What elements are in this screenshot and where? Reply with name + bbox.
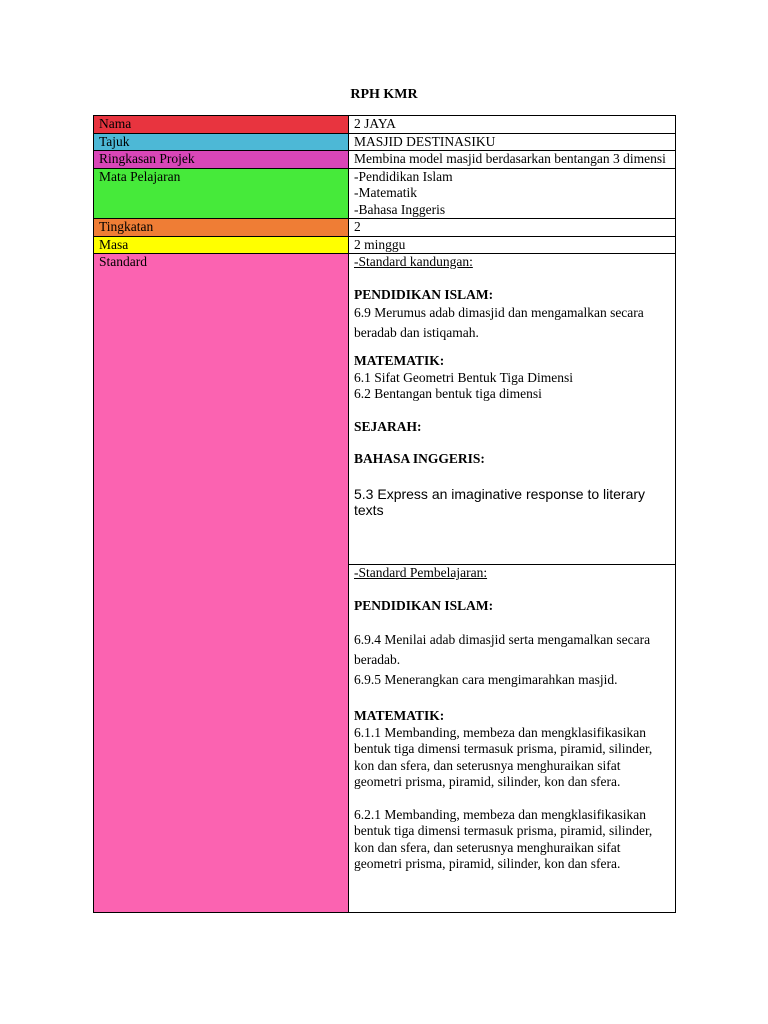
subject-item: -Matematik <box>354 185 417 200</box>
standard-pembelajaran-cell <box>349 565 676 913</box>
value-nama: 2 JAYA <box>349 116 676 134</box>
page-title: RPH KMR <box>350 87 418 102</box>
pembelajaran-pi-item: 6.9.5 Menerangkan cara mengimarahkan masjid. <box>354 672 618 687</box>
kandungan-pi-text: 6.9 Merumus adab dimasjid dan mengamalkan secara beradab dan istiqamah. <box>354 305 644 340</box>
pembelajaran-heading: -Standard Pembelajaran: <box>354 565 488 580</box>
row-standard-kandungan <box>94 254 676 565</box>
row-tajuk <box>94 133 676 151</box>
row-ringkasan <box>94 151 676 169</box>
label-ringkasan: Ringkasan Projek <box>94 151 349 169</box>
value-tajuk: MASJID DESTINASIKU <box>349 133 676 151</box>
kandungan-bi-heading: BAHASA INGGERIS: <box>354 451 485 466</box>
row-mata-pelajaran <box>94 168 676 219</box>
label-tajuk: Tajuk <box>94 133 349 151</box>
subject-item: -Pendidikan Islam <box>354 168 453 184</box>
label-masa: Masa <box>94 236 349 254</box>
subject-item: -Bahasa Inggeris <box>354 201 446 217</box>
standard-kandungan-cell <box>349 254 676 565</box>
row-masa <box>94 236 676 254</box>
pembelajaran-mat-item: 6.1.1 Membanding, membeza dan mengklasifikasikan bentuk tiga dimensi termasuk prisma, piramid, silinder, kon dan sfera, dan seterusnya menghuraikan sifat geometri prisma, piramid, silinder, kon dan sfera. <box>354 724 653 789</box>
kandungan-mat-item: 6.1 Sifat Geometri Bentuk Tiga Dimensi <box>354 369 573 385</box>
pembelajaran-mat-item: 6.2.1 Membanding, membeza dan mengklasifikasikan bentuk tiga dimensi termasuk prisma, piramid, silinder, kon dan sfera, dan seterusnya menghuraikan sifat geometri prisma, piramid, silinder, kon dan sfera. <box>354 806 653 871</box>
label-standard: Standard <box>94 254 349 913</box>
kandungan-heading: -Standard kandungan: <box>354 254 473 269</box>
kandungan-pi-heading: PENDIDIKAN ISLAM: <box>354 286 494 302</box>
label-tingkatan: Tingkatan <box>94 219 349 237</box>
value-tingkatan: 2 <box>349 219 676 237</box>
pembelajaran-pi-heading: PENDIDIKAN ISLAM: <box>354 597 494 613</box>
label-nama: Nama <box>94 116 349 134</box>
value-ringkasan: Membina model masjid berdasarkan bentangan 3 dimensi <box>349 151 676 169</box>
kandungan-mat-heading: MATEMATIK: <box>354 353 445 368</box>
row-nama <box>94 116 676 134</box>
row-tingkatan <box>94 219 676 237</box>
kandungan-sejarah-heading: SEJARAH: <box>354 418 422 434</box>
value-masa: 2 minggu <box>349 236 676 254</box>
kandungan-bi-text: 5.3 Express an imaginative response to literary texts <box>354 485 646 518</box>
pembelajaran-pi-item: 6.9.4 Menilai adab dimasjid serta mengamalkan secara beradab. <box>354 632 651 667</box>
pembelajaran-mat-heading: MATEMATIK: <box>354 708 445 723</box>
kandungan-mat-item: 6.2 Bentangan bentuk tiga dimensi <box>354 386 542 401</box>
value-mata-pelajaran <box>349 168 676 219</box>
rph-table <box>93 115 676 913</box>
label-mata-pelajaran: Mata Pelajaran <box>94 168 349 219</box>
